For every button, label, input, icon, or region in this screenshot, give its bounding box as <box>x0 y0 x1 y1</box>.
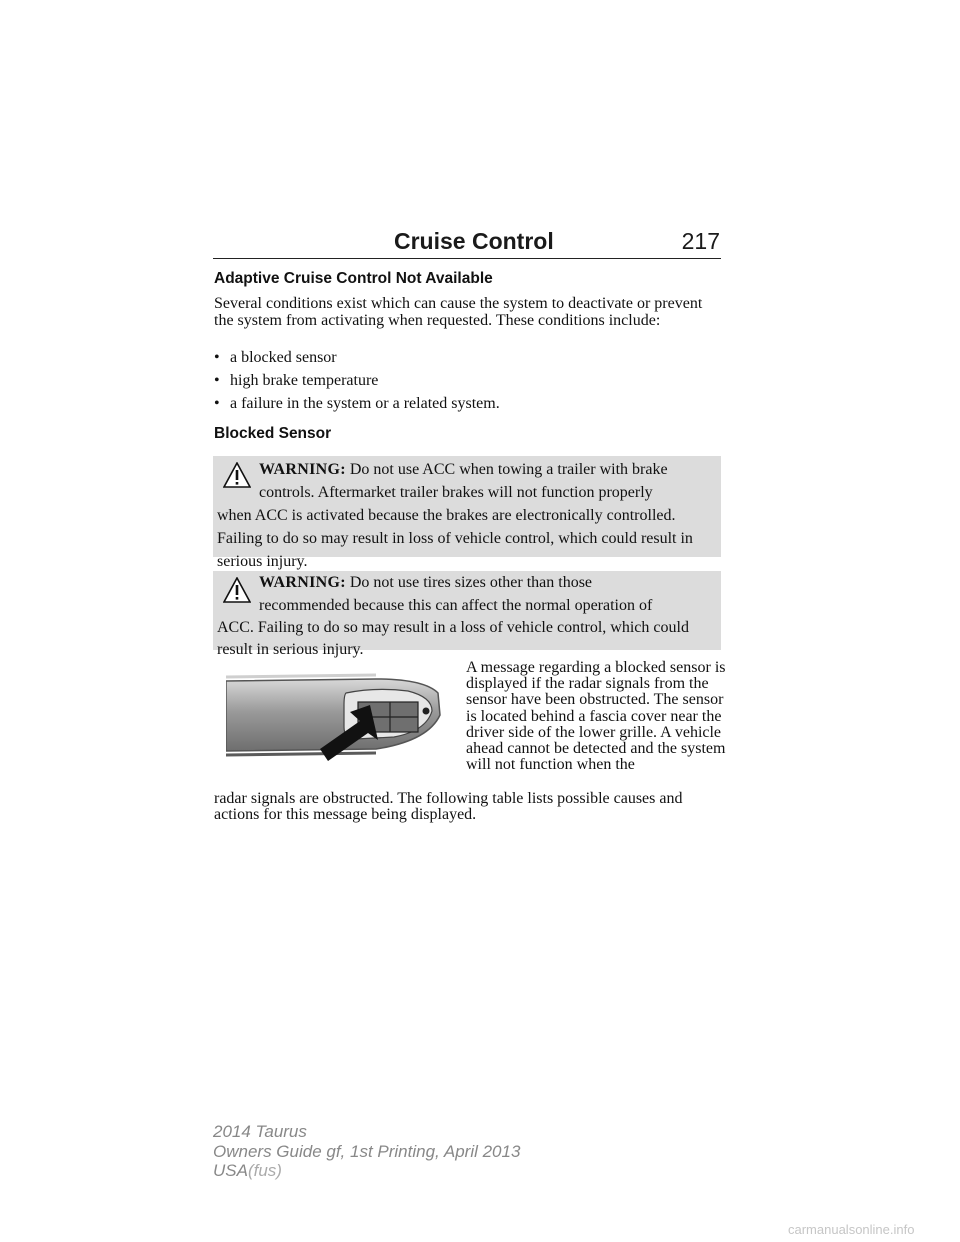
warning-label: WARNING: <box>259 461 346 478</box>
list-item: • a blocked sensor <box>214 349 337 366</box>
warning-text-line1: Do not use tires sizes other than those <box>349 574 593 591</box>
warning-box-towing <box>213 456 721 570</box>
bullet-icon: • <box>214 395 220 412</box>
warning-text-body: when ACC is activated because the brakes are electronically controlled. Failing to do so may result in loss of vehicle control, which could result in serious injury. <box>217 507 693 570</box>
bullet-icon: • <box>214 349 220 366</box>
watermark: carmanualsonline.info <box>788 1222 915 1237</box>
blocked-sensor-description: A message regarding a blocked sensor is displayed if the radar signals from the sensor have been obstructed. The sensor is located behind a fascia cover near the driver side of the lower grille. A vehicle ahead cannot be detected and the system will not function when the <box>466 659 726 774</box>
section-heading-acc-not-available: Adaptive Cruise Control Not Available <box>214 270 493 287</box>
document-footer <box>213 1122 520 1181</box>
footer-region-code: (fus) <box>247 1161 282 1180</box>
conditions-list <box>214 349 724 418</box>
warning-text-body: ACC. Failing to do so may result in a loss of vehicle control, which could result in serious injury. <box>217 619 689 658</box>
intro-paragraph: Several conditions exist which can cause the system to deactivate or prevent the system from activating when requested. These conditions include: <box>214 295 703 329</box>
blocked-sensor-description-continued: radar signals are obstructed. The following table lists possible causes and actions for this message being displayed. <box>214 790 683 824</box>
footer-edition: Owners Guide gf, 1st Printing, April 2013 <box>213 1141 521 1161</box>
list-item: • high brake temperature <box>214 372 379 389</box>
warning-text-line2: controls. Aftermarket trailer brakes will not function properly <box>259 484 653 501</box>
warning-box-tire-size <box>213 571 721 658</box>
warning-label: WARNING: <box>259 574 346 591</box>
bullet-icon: • <box>214 372 220 389</box>
warning-triangle-icon <box>223 462 251 488</box>
page-number: 217 <box>681 228 720 254</box>
radar-sensor-illustration <box>226 671 450 767</box>
footer-region: USA <box>213 1161 248 1180</box>
page-title: Cruise Control <box>394 228 554 254</box>
section-heading-blocked-sensor: Blocked Sensor <box>214 425 332 442</box>
footer-model: 2014 Taurus <box>213 1122 307 1141</box>
header-divider <box>213 258 721 259</box>
list-item: • a failure in the system or a related system. <box>214 395 500 412</box>
warning-triangle-icon <box>223 577 251 603</box>
warning-text-line2: recommended because this can affect the normal operation of <box>259 597 653 614</box>
warning-text-line1: Do not use ACC when towing a trailer with brake <box>349 461 668 478</box>
